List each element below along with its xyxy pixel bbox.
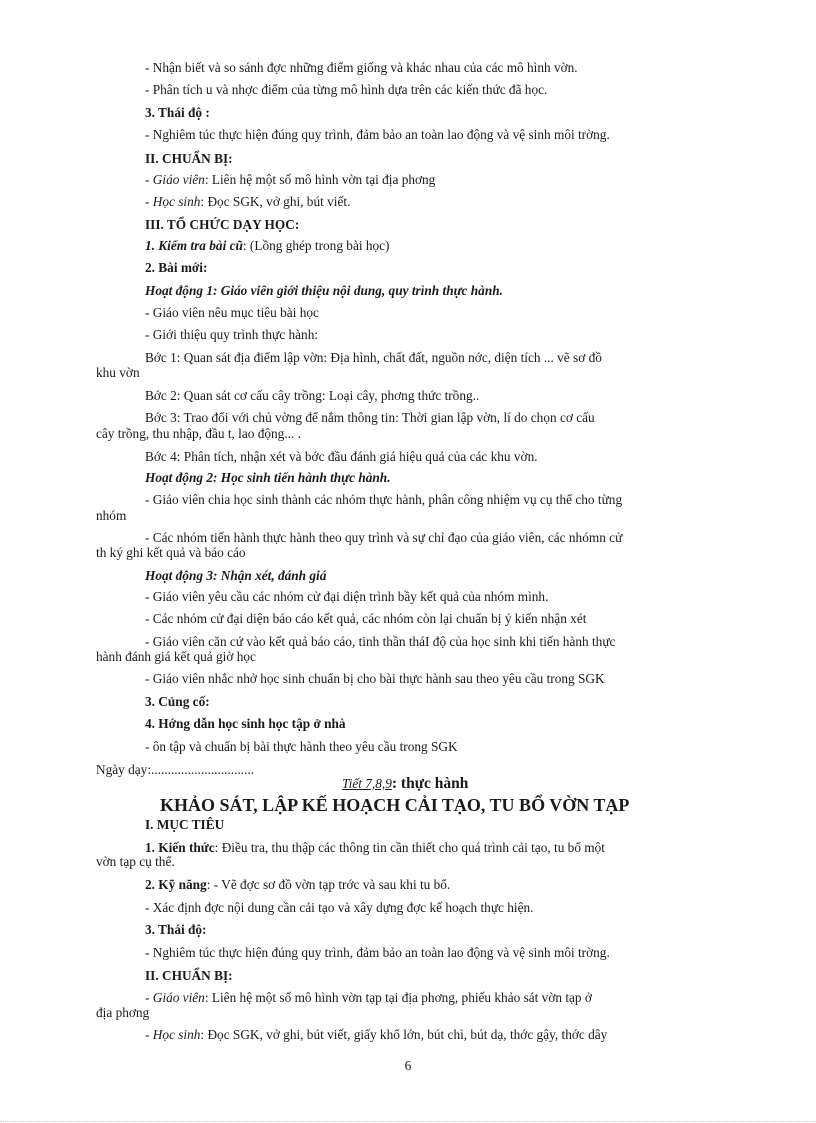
activity-line: - Giới thiệu quy trình thực hành: xyxy=(145,327,319,342)
prep-teacher-line-cont: địa phơng xyxy=(96,1005,150,1020)
homework-heading: 4. Hớng dẫn học sinh học tập ở nhà xyxy=(145,716,346,731)
activity-line: - Giáo viên yêu cầu các nhóm cử đại diện trình bầy kết quả của nhóm mình. xyxy=(145,589,549,604)
section-heading: II. CHUẨN BỊ: xyxy=(145,968,233,983)
activity-line: - Giáo viên căn cứ vào kết quả báo cáo, tinh thần tháI độ của học sinh khi tiến hành thực xyxy=(145,634,616,649)
page-title: KHẢO SÁT, LẬP KẾ HOẠCH CẢI TẠO, TU BỔ VỜN TẠP xyxy=(160,795,630,815)
review-line: 1. Kiểm tra bài cũ: (Lồng ghép trong bài học) xyxy=(145,238,390,253)
step-line: Bớc 1: Quan sát địa điểm lập vờn: Địa hình, chất đất, nguồn nớc, diện tích ... vẽ sơ đồ xyxy=(145,350,602,365)
objective-line: - Phân tích u và nhợc điểm của từng mô hình dựa trên các kiến thức đã học. xyxy=(145,82,548,97)
homework-line: - ôn tập và chuẩn bị bài thực hành theo yêu cầu trong SGK xyxy=(145,739,458,754)
page-divider xyxy=(0,1121,816,1122)
step-line: Bớc 2: Quan sát cơ cấu cây trồng: Loại cây, phơng thức trồng.. xyxy=(145,388,480,403)
activity-line: - Giáo viên chia học sinh thành các nhóm thực hành, phân công nhiệm vụ cụ thể cho từng xyxy=(145,492,623,507)
lesson-subtitle: Tiết 7,8,9: thực hành xyxy=(342,775,469,792)
new-lesson-heading: 2. Bài mới: xyxy=(145,260,208,275)
prep-teacher-line: - Giáo viên: Liên hệ một số mô hình vờn tại địa phơng xyxy=(145,172,436,187)
section-heading: 3. Thái độ: xyxy=(145,922,207,937)
prep-student-line: - Học sinh: Đọc SGK, vở ghi, bút viết. xyxy=(145,194,351,209)
activity-line: - Các nhóm tiến hành thực hành theo quy trình và sự chỉ đạo của giáo viên, các nhómn cử xyxy=(145,530,623,545)
section-heading: III. TỔ CHỨC DẠY HỌC: xyxy=(145,217,300,232)
step-line-cont: cây trồng, thu nhập, đầu t, lao động... . xyxy=(96,426,301,441)
attitude-line: - Nghiêm túc thực hiện đúng quy trình, đảm bảo an toàn lao động và vệ sinh môi trờng. xyxy=(145,127,610,142)
prep-teacher-line: - Giáo viên: Liên hệ một số mô hình vờn tạp tại địa phơng, phiếu khảo sát vờn tạp ở xyxy=(145,990,592,1005)
step-line-cont: khu vờn xyxy=(96,365,140,380)
prep-student-line: - Học sinh: Đọc SGK, vở ghi, bút viết, giấy khổ lớn, bút chì, bút dạ, thớc gậy, thớc dây xyxy=(145,1027,608,1042)
section-heading: II. CHUẨN BỊ: xyxy=(145,151,233,166)
knowledge-line-cont: vờn tạp cụ thể. xyxy=(96,854,175,869)
activity-line-cont: hành đánh giá kết quả giờ học xyxy=(96,649,256,664)
activity-line: - Giáo viên nhắc nhở học sinh chuẩn bị cho bài thực hành sau theo yêu cầu trong SGK xyxy=(145,671,605,686)
activity-line: - Giáo viên nêu mục tiêu bài học xyxy=(145,305,319,320)
knowledge-line: 1. Kiến thức: Điều tra, thu thập các thông tin cần thiết cho quá trình cải tạo, tu bổ một xyxy=(145,840,605,855)
activity-line: - Các nhóm cử đại diện báo cáo kết quả, các nhóm còn lại chuẩn bị ý kiến nhận xét xyxy=(145,611,587,626)
page-number: 6 xyxy=(404,1058,412,1073)
activity-heading: Hoạt động 2: Học sinh tiến hành thực hành. xyxy=(145,470,391,485)
attitude-line: - Nghiêm túc thực hiện đúng quy trình, đảm bảo an toàn lao động và vệ sinh môi trờng. xyxy=(145,945,610,960)
step-line: Bớc 3: Trao đổi với chủ vờng để nắm thông tin: Thời gian lập vờn, lí do chọn cơ cấu xyxy=(145,410,595,425)
objective-line: - Nhận biết và so sánh đợc những điểm giống và khác nhau của các mô hình vờn. xyxy=(145,60,578,75)
activity-line-cont: th ký ghi kết quả và báo cáo xyxy=(96,545,246,560)
activity-line-cont: nhóm xyxy=(96,508,127,523)
section-heading: I. MỤC TIÊU xyxy=(145,817,225,832)
activity-heading: Hoạt động 3: Nhận xét, đánh giá xyxy=(145,568,327,583)
teaching-date: Ngày dạy:............................... xyxy=(96,762,255,777)
step-line: Bớc 4: Phân tích, nhận xét và bớc đầu đánh giá hiệu quả của các khu vờn. xyxy=(145,449,538,464)
consolidation-heading: 3. Củng cố: xyxy=(145,694,210,709)
section-heading: 3. Thái độ : xyxy=(145,105,210,120)
skill-line: 2. Kỹ năng: - Vẽ đợc sơ đồ vờn tạp trớc và sau khi tu bổ. xyxy=(145,877,451,892)
activity-heading: Hoạt động 1: Giáo viên giới thiệu nội dung, quy trình thực hành. xyxy=(145,283,503,298)
skill-line: - Xác định đợc nội dung cần cải tạo và xây dựng đợc kế hoạch thực hiện. xyxy=(145,900,534,915)
